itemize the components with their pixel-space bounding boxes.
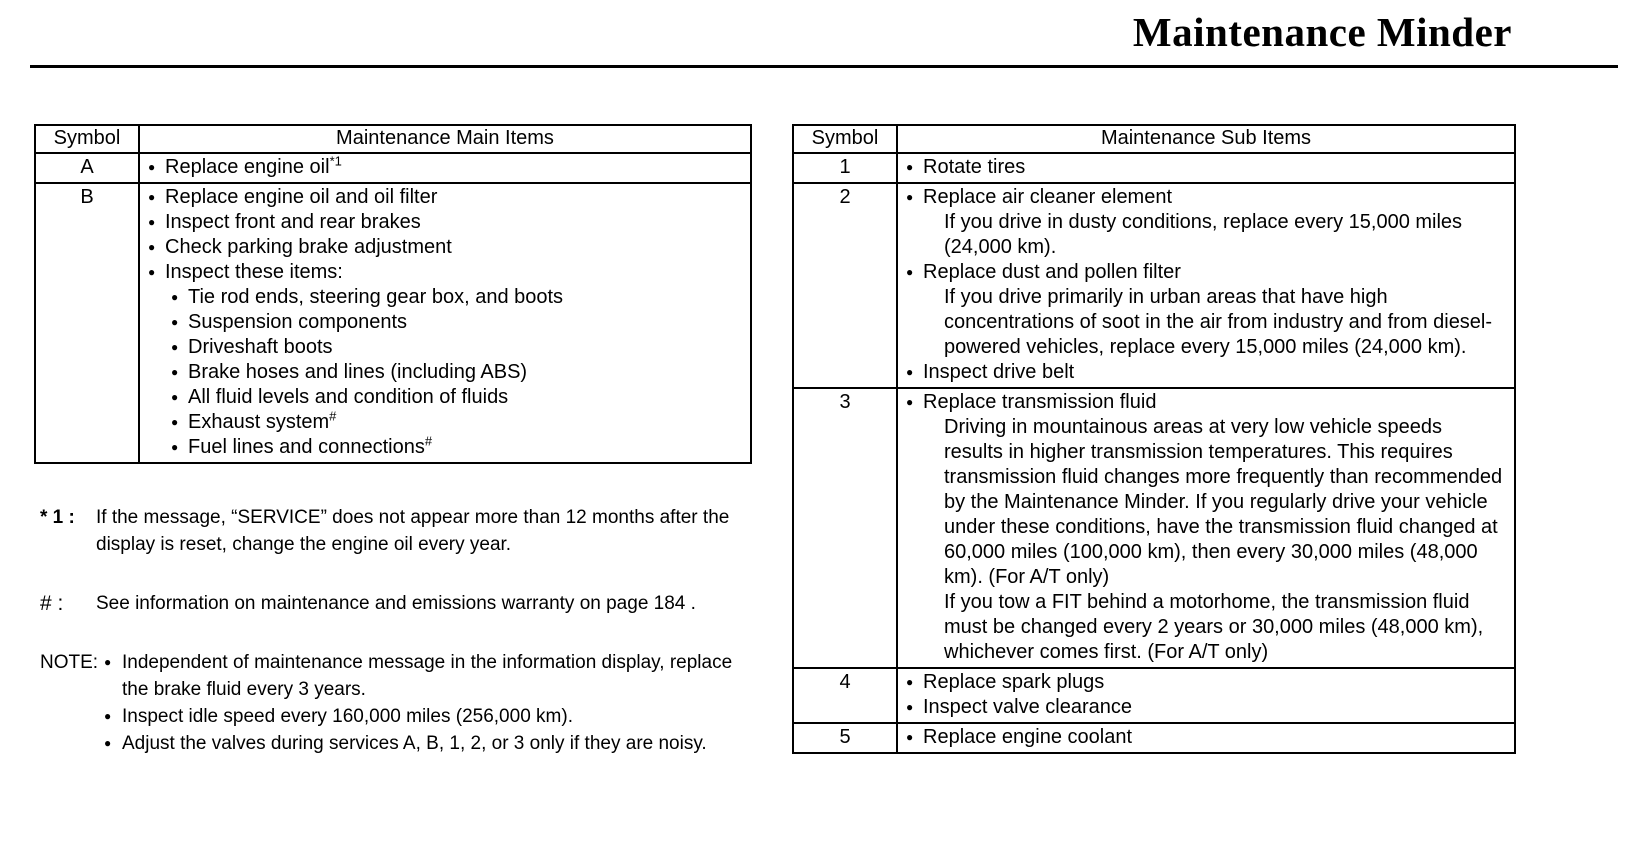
bullet-icon: ● bbox=[104, 709, 112, 723]
footnote-ref: # bbox=[424, 433, 433, 449]
bullet-icon: ● bbox=[906, 265, 914, 279]
item-text: Exhaust system bbox=[188, 411, 330, 433]
left-column bbox=[34, 124, 752, 757]
list-item bbox=[906, 260, 1506, 285]
items-cell bbox=[897, 153, 1515, 183]
page-content bbox=[30, 124, 1618, 757]
sub-item-list bbox=[171, 285, 742, 460]
item-text-wrap bbox=[165, 155, 742, 180]
item-note: If you drive primarily in urban areas that have high concentrations of soot in the air from industry and from diesel-powered vehicles, replace every 15,000 miles (24,000 km). bbox=[944, 286, 1493, 358]
bullet-icon: ● bbox=[104, 655, 112, 669]
footnote-text: If the message, “SERVICE” does not appear more than 12 months after the display is reset, change the engine oil every year. bbox=[96, 507, 730, 555]
note-block bbox=[40, 649, 752, 757]
item-text: Replace transmission fluid bbox=[923, 391, 1157, 413]
note-items bbox=[104, 649, 752, 757]
item-text: Inspect valve clearance bbox=[923, 696, 1133, 718]
list-item bbox=[148, 155, 742, 180]
note-text: Adjust the valves during services A, B, 1, 2, or 3 only if they are noisy. bbox=[122, 733, 707, 754]
page-title: Maintenance Minder bbox=[1132, 9, 1512, 55]
bullet-icon: ● bbox=[148, 215, 156, 229]
table-row bbox=[35, 183, 751, 463]
item-text-wrap bbox=[188, 410, 742, 435]
footnote-ref: *1 bbox=[329, 153, 342, 169]
bullet-icon: ● bbox=[171, 390, 179, 404]
note-item bbox=[104, 703, 752, 730]
sub-list-item bbox=[171, 335, 742, 360]
bullet-icon: ● bbox=[906, 730, 914, 744]
footnote-sharp bbox=[40, 590, 752, 617]
note-text: Independent of maintenance message in the information display, replace the brake fluid every 3 years. bbox=[122, 652, 733, 700]
sub-list-item bbox=[171, 410, 742, 435]
items-cell bbox=[139, 153, 751, 183]
note-item bbox=[104, 730, 752, 757]
item-text: Fuel lines and connections bbox=[188, 436, 425, 458]
item-text-wrap bbox=[188, 435, 742, 460]
list-item bbox=[148, 185, 742, 210]
sub-list-item bbox=[171, 360, 742, 385]
bullet-icon: ● bbox=[171, 365, 179, 379]
bullet-icon: ● bbox=[148, 240, 156, 254]
bullet-icon: ● bbox=[906, 675, 914, 689]
symbol-cell: 4 bbox=[793, 668, 897, 723]
header-rule bbox=[30, 65, 1618, 68]
sub-list-item bbox=[171, 310, 742, 335]
footnote-asterisk bbox=[40, 504, 752, 558]
table-row bbox=[793, 668, 1515, 723]
sub-list-item bbox=[171, 385, 742, 410]
item-text: Replace engine oil and oil filter bbox=[165, 186, 438, 208]
table-row bbox=[793, 183, 1515, 388]
bullet-icon: ● bbox=[148, 265, 156, 279]
item-text: Brake hoses and lines (including ABS) bbox=[188, 361, 528, 383]
item-text: Driveshaft boots bbox=[188, 336, 333, 358]
bullet-icon: ● bbox=[906, 395, 914, 409]
note-text: Inspect idle speed every 160,000 miles (256,000 km). bbox=[122, 706, 573, 727]
bullet-icon: ● bbox=[906, 700, 914, 714]
symbol-cell: 2 bbox=[793, 183, 897, 388]
item-text: Check parking brake adjustment bbox=[165, 236, 452, 258]
note-item bbox=[104, 649, 752, 703]
items-cell bbox=[139, 183, 751, 463]
bullet-icon: ● bbox=[171, 290, 179, 304]
list-item bbox=[906, 155, 1506, 180]
bullet-icon: ● bbox=[171, 340, 179, 354]
item-text: Rotate tires bbox=[923, 156, 1026, 178]
item-text: Tie rod ends, steering gear box, and boots bbox=[188, 286, 564, 308]
footnote-marker: * 1 : bbox=[40, 507, 75, 528]
item-note: If you drive in dusty conditions, replace every 15,000 miles (24,000 km). bbox=[944, 211, 1463, 258]
list-item bbox=[906, 725, 1506, 750]
symbol-cell: B bbox=[35, 183, 139, 463]
item-text: Replace engine oil bbox=[165, 156, 330, 178]
symbol-column-header: Symbol bbox=[793, 125, 897, 153]
item-text: All fluid levels and condition of fluids bbox=[188, 386, 509, 408]
footnotes-section bbox=[34, 504, 752, 757]
sub-items-column-header: Maintenance Sub Items bbox=[897, 125, 1515, 153]
bullet-icon: ● bbox=[171, 440, 179, 454]
item-text: Replace dust and pollen filter bbox=[923, 261, 1181, 283]
bullet-icon: ● bbox=[906, 190, 914, 204]
table-row bbox=[35, 153, 751, 183]
item-note: Driving in mountainous areas at very low vehicle speeds results in higher transmission temperatures. This requires transmission fluid changes more frequently than recommended by the Maintenance Minder. If you regularly drive your vehicle under these conditions, have the transmission fluid changed at 60,000 miles (100,000 km), then every 30,000 miles (48,000 km). (For A/T only) bbox=[944, 416, 1503, 588]
bullet-icon: ● bbox=[906, 160, 914, 174]
footnote-text: See information on maintenance and emissions warranty on page 184 . bbox=[96, 593, 696, 614]
items-cell bbox=[897, 668, 1515, 723]
symbol-cell: 3 bbox=[793, 388, 897, 668]
bullet-icon: ● bbox=[171, 415, 179, 429]
item-note: If you tow a FIT behind a motorhome, the transmission fluid must be changed every 2 years or 30,000 miles (48,000 km), whichever comes first. (For A/T only) bbox=[944, 591, 1484, 663]
table-row bbox=[793, 153, 1515, 183]
list-item bbox=[906, 695, 1506, 720]
sub-items-table bbox=[792, 124, 1516, 754]
table-header-row bbox=[793, 125, 1515, 153]
list-item bbox=[906, 670, 1506, 695]
sub-list-item bbox=[171, 285, 742, 310]
symbol-column-header: Symbol bbox=[35, 125, 139, 153]
item-text: Inspect these items: bbox=[165, 261, 343, 283]
list-item bbox=[906, 185, 1506, 210]
footnote-marker: # : bbox=[40, 592, 64, 615]
footnote-ref: # bbox=[329, 408, 337, 424]
symbol-cell: 5 bbox=[793, 723, 897, 753]
main-items-table bbox=[34, 124, 752, 464]
list-item bbox=[148, 210, 742, 235]
right-column bbox=[792, 124, 1516, 757]
item-text: Inspect front and rear brakes bbox=[165, 211, 421, 233]
list-item bbox=[148, 235, 742, 260]
bullet-icon: ● bbox=[906, 365, 914, 379]
symbol-cell: A bbox=[35, 153, 139, 183]
bullet-icon: ● bbox=[148, 190, 156, 204]
bullet-icon: ● bbox=[148, 160, 156, 174]
bullet-icon: ● bbox=[171, 315, 179, 329]
item-text: Replace engine coolant bbox=[923, 726, 1133, 748]
page-header bbox=[30, 8, 1618, 68]
items-cell bbox=[897, 388, 1515, 668]
list-item bbox=[906, 390, 1506, 415]
table-row bbox=[793, 388, 1515, 668]
items-cell bbox=[897, 183, 1515, 388]
list-item bbox=[148, 260, 742, 285]
item-text: Replace spark plugs bbox=[923, 671, 1105, 693]
note-label: NOTE: bbox=[40, 652, 99, 673]
item-text: Inspect drive belt bbox=[923, 361, 1075, 383]
table-row bbox=[793, 723, 1515, 753]
items-cell bbox=[897, 723, 1515, 753]
item-text: Replace air cleaner element bbox=[923, 186, 1173, 208]
bullet-icon: ● bbox=[104, 736, 112, 750]
sub-list-item bbox=[171, 435, 742, 460]
list-item bbox=[906, 360, 1506, 385]
item-text: Suspension components bbox=[188, 311, 408, 333]
table-header-row bbox=[35, 125, 751, 153]
symbol-cell: 1 bbox=[793, 153, 897, 183]
main-items-column-header: Maintenance Main Items bbox=[139, 125, 751, 153]
